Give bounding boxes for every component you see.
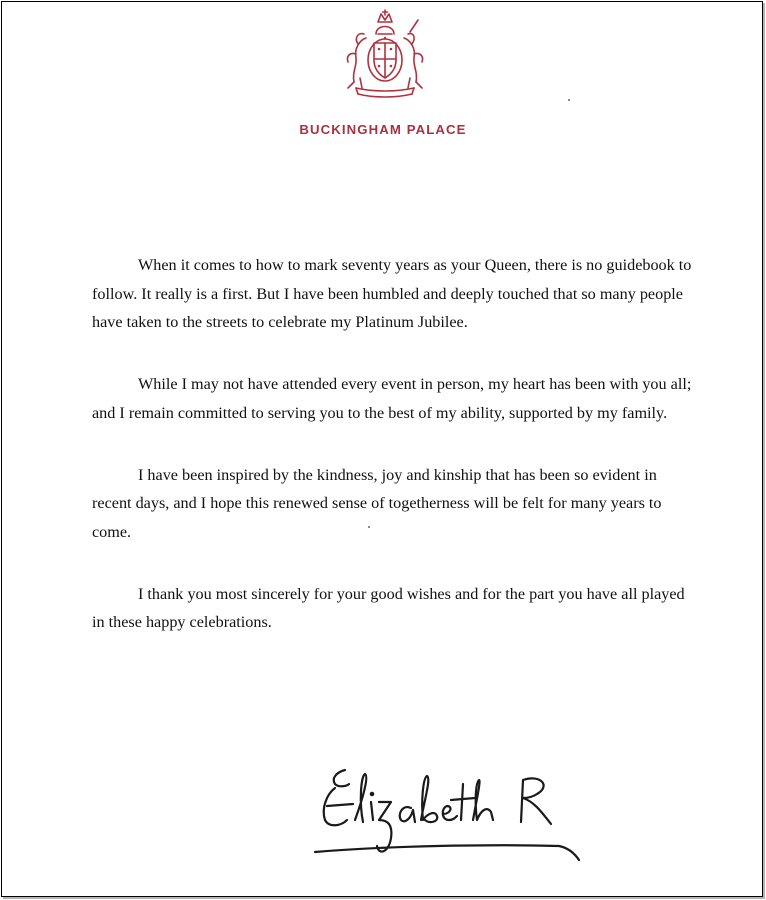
paragraph-1: When it comes to how to mark seventy years as your Queen, there is no guidebook to follow. It really is a first. But I have been humbled and deeply touched that so many people have taken to the streets to celebrate my Platinum Jubilee.: [92, 256, 692, 332]
handwritten-signature: [307, 758, 597, 868]
paper-speck: [568, 99, 570, 101]
royal-coat-of-arms-icon: [334, 8, 436, 106]
paragraph-2: While I may not have attended every event in person, my heart has been with you all; and I remain committed to serving you to the best of my ability, supported by my family.: [92, 375, 692, 422]
letterhead-title: BUCKINGHAM PALACE: [299, 122, 467, 137]
paper-speck: [368, 526, 370, 528]
paragraph-3: I have been inspired by the kindness, joy and kinship that has been so evident in recent days, and I hope this renewed sense of togetherness will be felt for many years to come.: [92, 465, 662, 541]
letter-body: [92, 251, 692, 670]
paragraph-4: I thank you most sincerely for your good wishes and for the part you have all played in these happy celebrations.: [92, 584, 685, 632]
